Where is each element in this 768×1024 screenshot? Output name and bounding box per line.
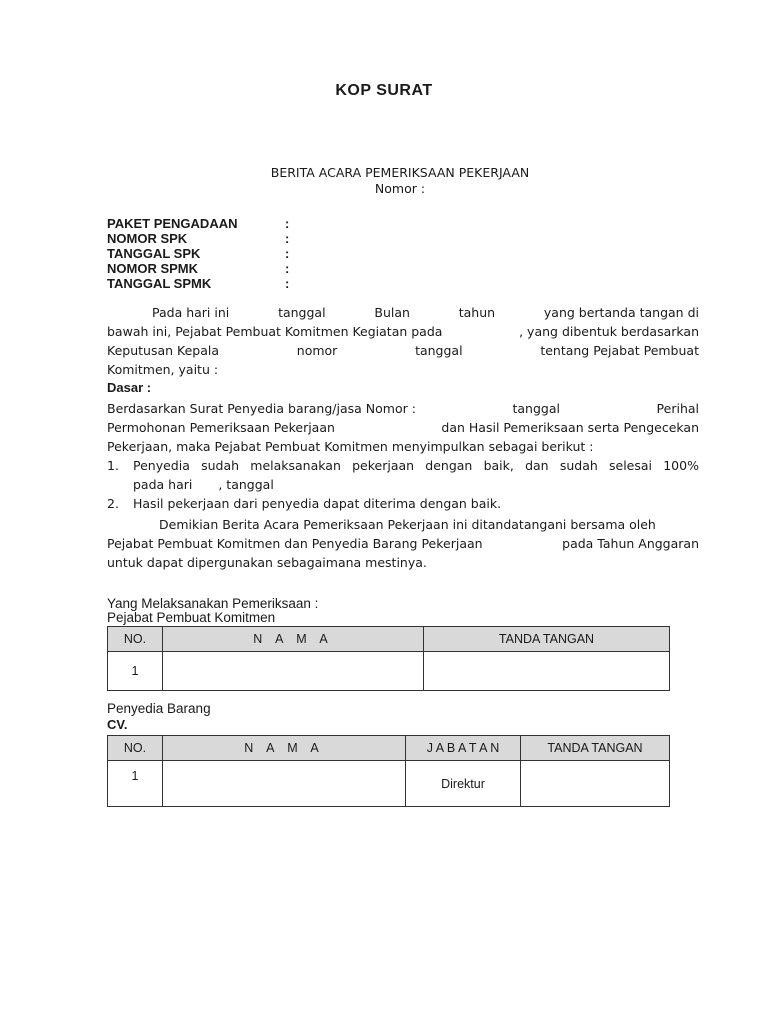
column-header: J A B A T A N — [406, 736, 521, 761]
field-tanggal-spmk-label: TANGGAL SPMK — [107, 276, 212, 291]
text-span: pada Tahun Anggaran — [562, 536, 699, 551]
pemeriksa-heading: Yang Melaksanakan Pemeriksaan : — [107, 596, 319, 611]
field-colon: : — [285, 231, 290, 246]
table-header-row — [108, 736, 670, 761]
text-span: , tanggal — [218, 477, 274, 492]
list-number: 1. — [107, 458, 119, 473]
list-number: 2. — [107, 496, 119, 511]
field-tanggal-spk-label: TANGGAL SPK — [107, 246, 201, 261]
text-span: bawah ini, Pejabat Pembuat Komitmen Kegiatan pada — [107, 324, 443, 339]
table-cell-nama — [163, 652, 424, 691]
text-span: tanggal — [278, 305, 326, 320]
penyedia-table — [107, 735, 670, 807]
text-span: tanggal — [512, 401, 560, 416]
penyedia-heading: Penyedia Barang — [107, 701, 211, 716]
text-span: Berdasarkan Surat Penyedia barang/jasa Nomor : — [107, 401, 416, 416]
field-nomor-spmk-label: NOMOR SPMK — [107, 261, 198, 276]
text-span: Bulan — [374, 305, 410, 320]
field-colon: : — [285, 246, 290, 261]
document-number: Nomor : — [374, 181, 426, 196]
column-header: N A M A — [163, 627, 424, 652]
text-span: nomor — [296, 343, 338, 358]
list-text — [107, 456, 699, 475]
dasar-paragraph — [107, 399, 699, 513]
text-span: melaksanakan — [250, 458, 341, 473]
column-header: NO. — [108, 736, 163, 761]
pemeriksa-subheading: Pejabat Pembuat Komitmen — [107, 610, 276, 625]
penyedia-company: CV. — [107, 717, 128, 732]
column-header: TANDA TANGAN — [521, 736, 670, 761]
kop-surat: KOP SURAT — [335, 82, 433, 99]
table-cell-nama — [163, 761, 406, 807]
text-span: Pejabat Pembuat Komitmen dan Penyedia Barang Pekerjaan — [107, 536, 483, 551]
text-span: Perihal — [656, 401, 699, 416]
text-span: pada hari — [133, 477, 193, 492]
text-span: Demikian Berita Acara Pemeriksaan Pekerjaan ini ditandatangani bersama oleh — [159, 517, 656, 532]
table-cell-no: 1 — [108, 652, 163, 691]
table-row — [108, 652, 670, 691]
text-span: pekerjaan — [352, 458, 415, 473]
text-span: , yang dibentuk berdasarkan — [519, 324, 699, 339]
table-header-row — [108, 627, 670, 652]
document-title: BERITA ACARA PEMERIKSAAN PEKERJAAN — [270, 165, 530, 180]
field-paket-pengadaan-label: PAKET PENGADAAN — [107, 216, 238, 231]
text-span: Keputusan Kepala — [107, 343, 220, 358]
text-span: 100% — [663, 458, 699, 473]
text-span: Penyedia — [133, 458, 190, 473]
text-span: tentang Pejabat Pembuat — [540, 343, 699, 358]
table-row — [108, 761, 670, 807]
column-header: TANDA TANGAN — [424, 627, 670, 652]
text-span: tahun — [458, 305, 496, 320]
dasar-heading: Dasar : — [107, 380, 152, 395]
text-span: sudah — [201, 458, 240, 473]
text-span: untuk dapat dipergunakan sebagaimana mestinya. — [107, 555, 427, 570]
text-span: dan Hasil Pemeriksaan serta Pengecekan — [441, 420, 699, 435]
text-span: selesai — [609, 458, 653, 473]
text-span: dan — [525, 458, 549, 473]
column-header: N A M A — [163, 736, 406, 761]
table-cell-jabatan: Direktur — [406, 761, 521, 807]
pemeriksa-table — [107, 626, 670, 691]
list-text: Hasil pekerjaan dari penyedia dapat diterima dengan baik. — [133, 496, 502, 511]
text-span: Permohonan Pemeriksaan Pekerjaan — [107, 420, 335, 435]
text-span: dengan — [425, 458, 473, 473]
field-colon: : — [285, 276, 290, 291]
column-header: NO. — [108, 627, 163, 652]
opening-paragraph — [107, 303, 699, 379]
table-cell-tanda-tangan — [424, 652, 670, 691]
list-item — [107, 494, 699, 513]
field-nomor-spk-label: NOMOR SPK — [107, 231, 188, 246]
field-colon: : — [285, 261, 290, 276]
text-span: Komitmen, yaitu : — [107, 362, 219, 377]
text-span: Pada hari ini — [152, 305, 230, 320]
text-span: Pekerjaan, maka Pejabat Pembuat Komitmen menyimpulkan sebagai berikut : — [107, 439, 594, 454]
field-colon: : — [285, 216, 290, 231]
text-span: baik, — [483, 458, 514, 473]
closing-paragraph — [107, 515, 699, 572]
text-span: sudah — [559, 458, 598, 473]
list-item — [107, 456, 699, 475]
text-span: yang bertanda tangan di — [543, 305, 699, 320]
table-cell-tanda-tangan — [521, 761, 670, 807]
table-cell-no: 1 — [108, 761, 163, 807]
text-span: tanggal — [415, 343, 463, 358]
